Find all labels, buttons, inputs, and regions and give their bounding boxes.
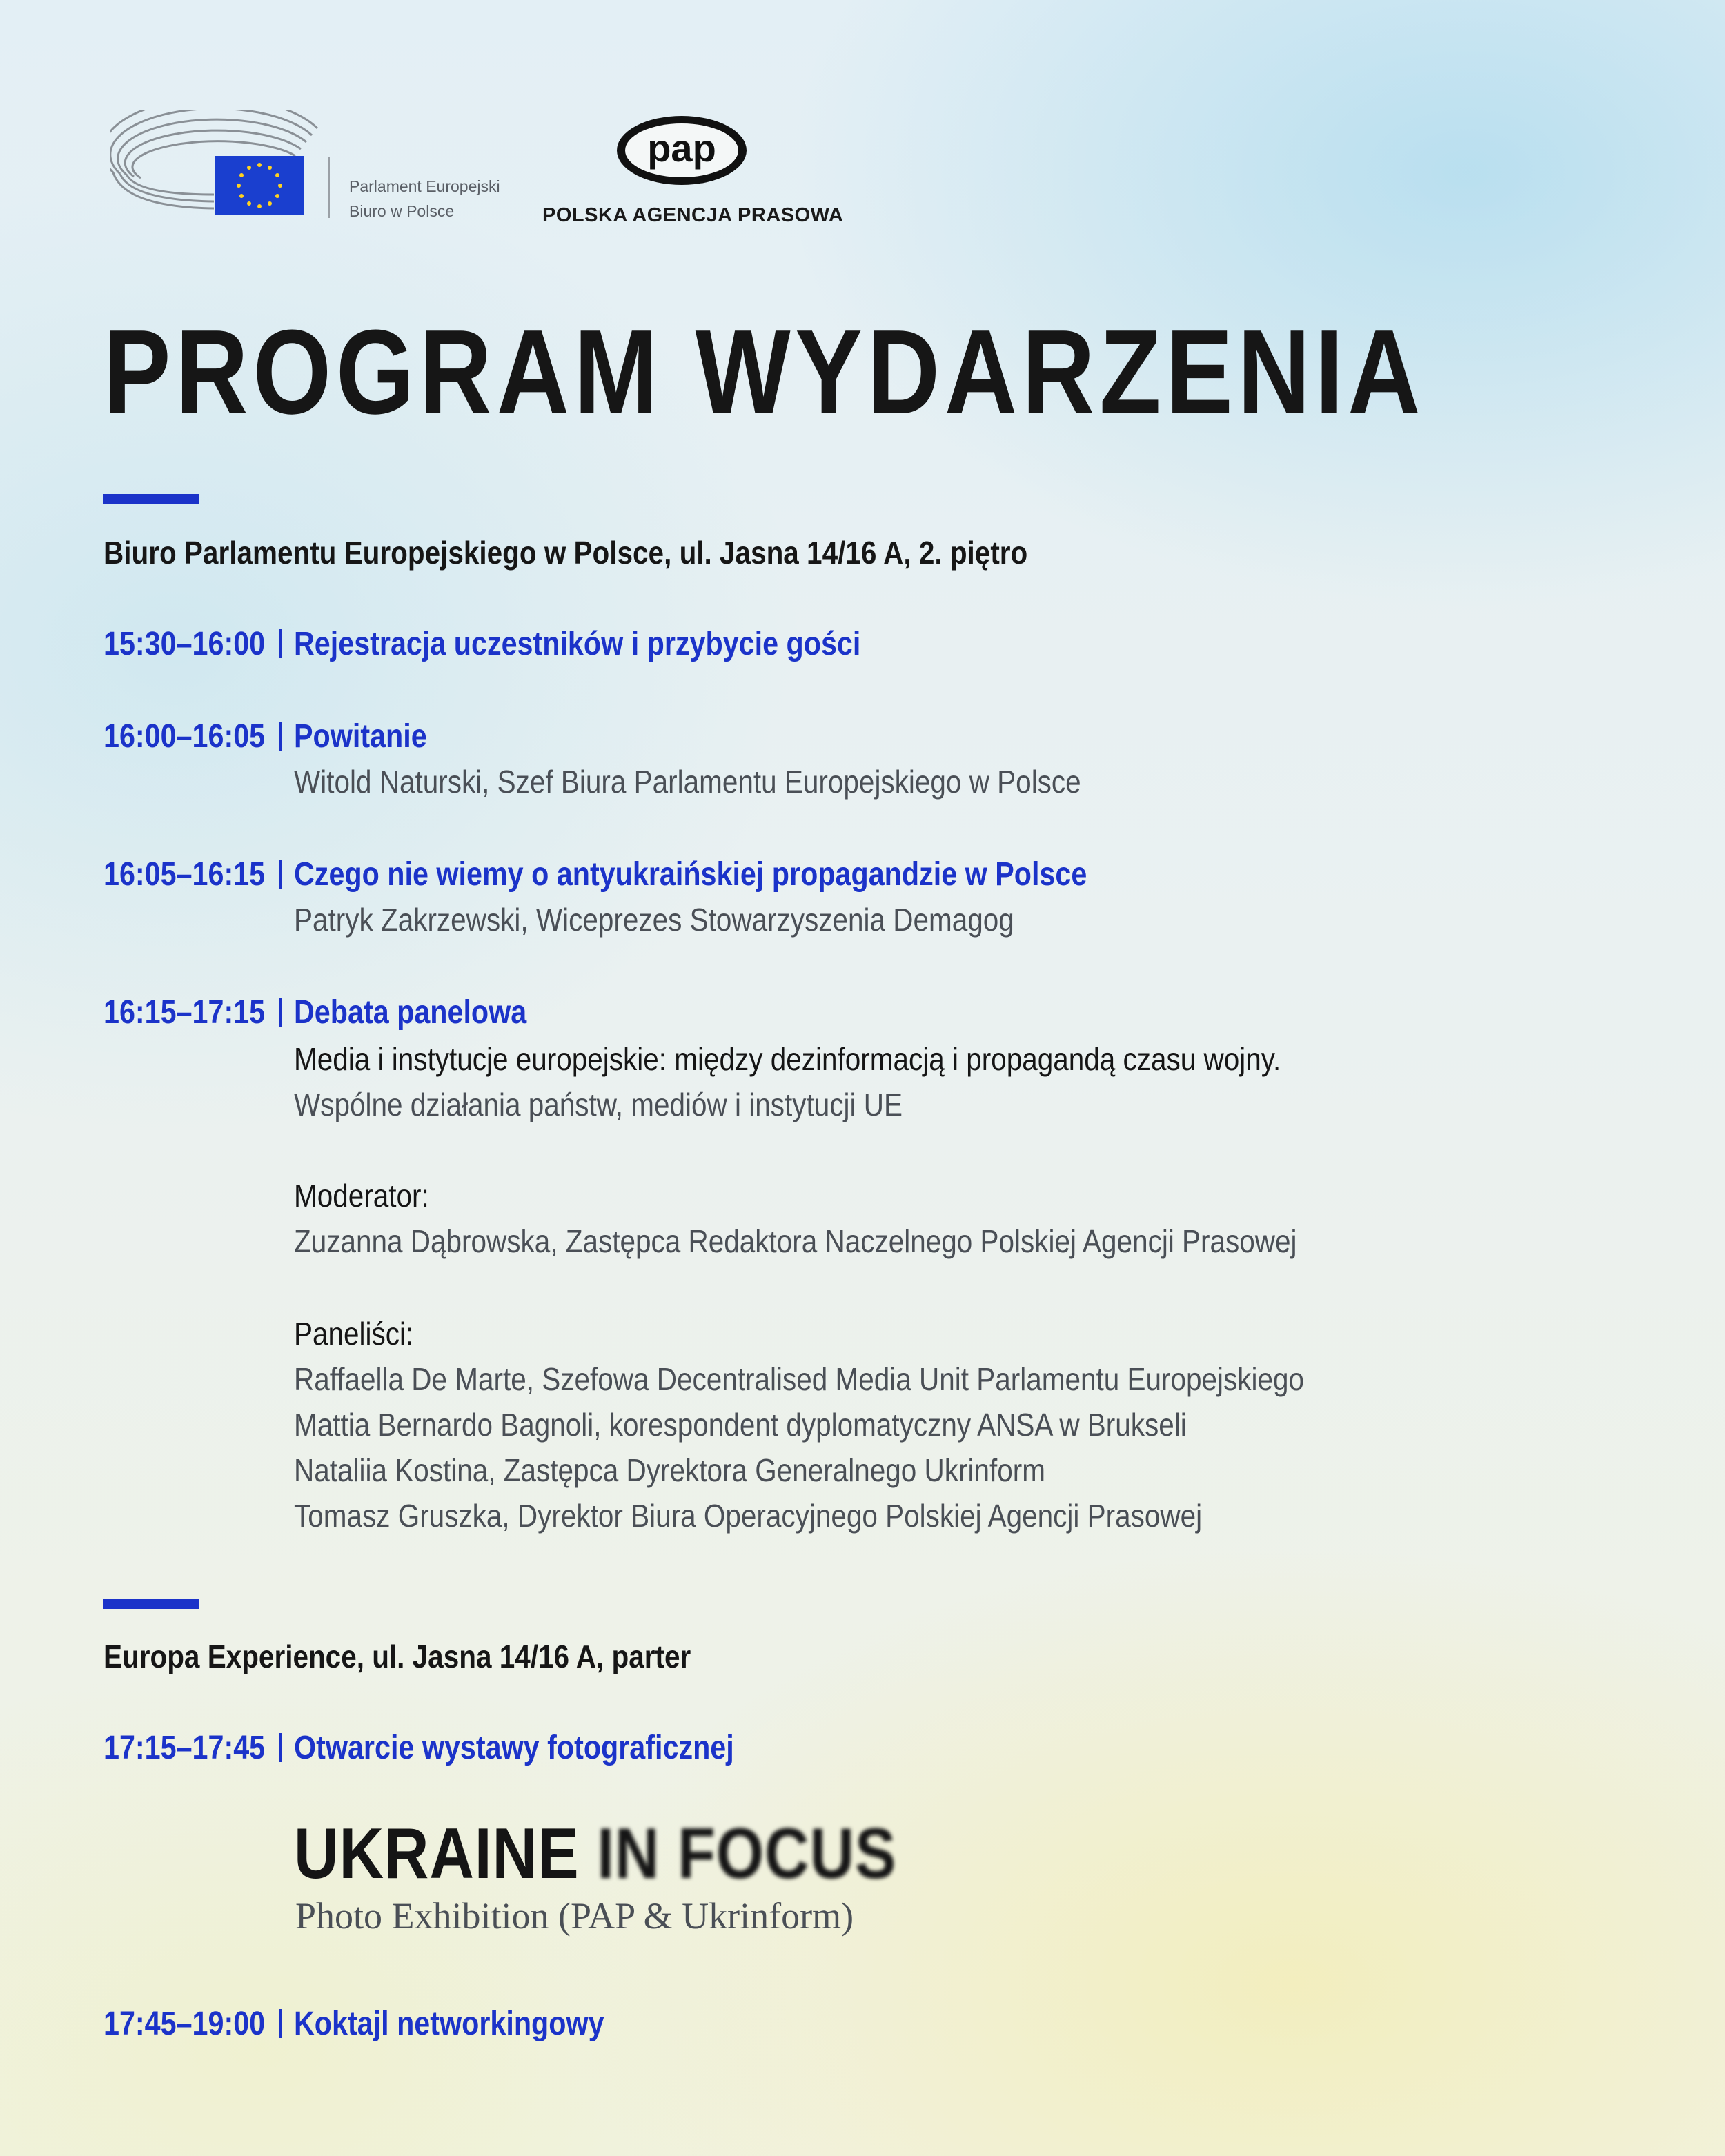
ep-office-name [349,174,500,224]
panelist: Mattia Bernardo Bagnoli, korespondent dyplomatyczny ANSA w Brukseli [294,1407,1187,1443]
agenda-title: Debata panelowa [294,994,527,1031]
exhibition-word-1: UKRAINE [294,1814,580,1894]
time-separator [279,860,282,889]
panelist: Tomasz Gruszka, Dyrektor Biura Operacyjnego Polskiej Agencji Prasowej [294,1498,1203,1534]
panelist: Raffaella De Marte, Szefowa Decentralised Media Unit Parlamentu Europejskiego [294,1361,1305,1397]
time-separator [279,629,282,658]
exhibition-logo [294,1813,896,1895]
panelists-label: Paneliści: [294,1316,414,1352]
moderator-name: Zuzanna Dąbrowska, Zastępca Redaktora Naczelnego Polskiej Agencji Prasowej [294,1223,1297,1259]
agenda-title: Czego nie wiemy o antyukraińskiej propagandzie w Polsce [294,856,1087,893]
logo-divider [328,157,330,218]
pap-agency-name: POLSKA AGENCJA PRASOWA [542,204,844,226]
agenda-time: 16:00–16:05 [103,718,266,755]
time-separator [279,998,282,1027]
venue-2: Europa Experience, ul. Jasna 14/16 A, parter [103,1639,691,1674]
time-separator [279,1733,282,1762]
exhibition-subtitle: Photo Exhibition (PAP & Ukrinform) [295,1895,854,1937]
panel-topic: Media i instytucje europejskie: między dezinformacją i propagandą czasu wojny. [294,1041,1281,1077]
section-divider [103,494,199,504]
agenda-time: 15:30–16:00 [103,626,266,662]
moderator-label: Moderator: [294,1178,429,1214]
ep-line-1: Parlament Europejski [349,177,500,195]
agenda-title: Koktajl networkingowy [294,2006,604,2042]
time-separator [279,2009,282,2038]
agenda-title: Rejestracja uczestników i przybycie gości [294,626,861,662]
exhibition-word-2: IN FOCUS [597,1814,897,1894]
agenda-time: 17:45–19:00 [103,2006,266,2042]
agenda-time: 16:05–16:15 [103,856,266,893]
speaker-line: Witold Naturski, Szef Biura Parlamentu Europejskiego w Polsce [294,764,1081,800]
agenda-title: Otwarcie wystawy fotograficznej [294,1730,734,1766]
page-title: PROGRAM WYDARZENIA [103,304,1426,439]
panelist: Nataliia Kostina, Zastępca Dyrektora Generalnego Ukrinform [294,1452,1045,1488]
pap-logo-text: pap [647,126,716,170]
speaker-line: Patryk Zakrzewski, Wiceprezes Stowarzyszenia Demagog [294,902,1014,938]
venue-1: Biuro Parlamentu Europejskiego w Polsce, ul. Jasna 14/16 A, 2. piętro [103,535,1028,571]
agenda-time: 17:15–17:45 [103,1730,266,1766]
section-divider [103,1599,199,1609]
agenda-time: 16:15–17:15 [103,994,266,1031]
panel-topic-sub: Wspólne działania państw, mediów i instytucji UE [294,1087,903,1122]
time-separator [279,722,282,751]
agenda-title: Powitanie [294,718,427,755]
pap-logo [613,110,751,193]
ep-line-2: Biuro w Polsce [349,202,455,220]
